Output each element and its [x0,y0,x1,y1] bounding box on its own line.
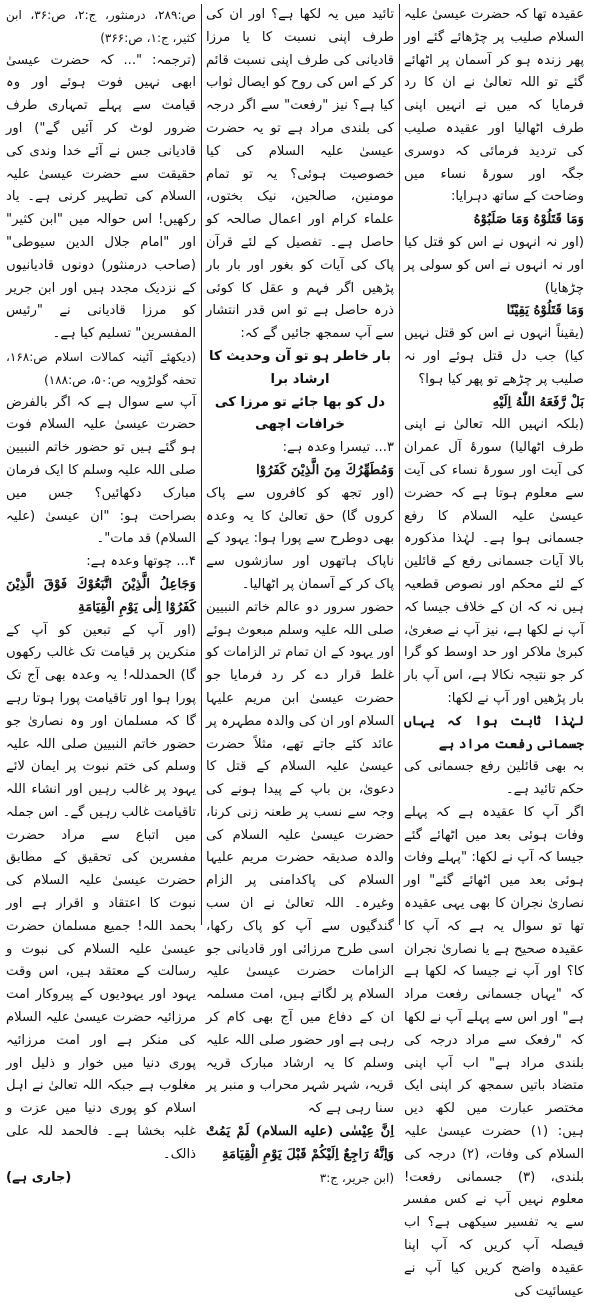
quoted-statement: لہٰذا ثابت ہوا کہ یہاں جسمانی رفعت مراد ہے [404,713,584,752]
quran-quote: وَمُطَهِّرُكَ مِنَ الَّذِيْنَ كَفَرُوْا [256,462,394,478]
column-divider [201,4,202,925]
paragraph: (بلکہ انہیں اللہ تعالیٰ نے اپنی طرف اٹھالیا) سورۂ آل عمران کی آیت اور سورۂ نساء کی آیت سے معلوم ہوتا ہے کہ حضرت عیسیٰ علیہ السلام کا رفع جسمانی ہوا ہے۔ لہٰذا مذکورہ بالا آیات جسمانی رفع کے قائلین کے لئے محکم اور نصوص قطعیہ ہیں نہ کہ ان کے خلاف جیسا کہ آپ نے لکھا ہے، نیز آپ نے صغریٰ، کبریٰ ملاکر اور حد اوسط کو گرا کر جو نتیجہ نکالا ہے، اس آپ بار بار پڑھیں اور آپ نے لکھا: [404,417,584,706]
paragraph: عقیدہ تھا کہ حضرت عیسیٰ علیہ السلام صلیب پر چڑھائے گئے اور پھر زندہ ہو کر آسمان پر اٹھائے گئے تو اللہ تعالیٰ نے ان کا رد فرمایا کہ میں نے انہیں اپنی طرف اٹھالیا اور عقیدہ صلیب کی تردید فرمائی کہ دوسری جگہ اور سورۂ نساء میں وضاحت کے ساتھ دہرایا: [404,7,584,205]
paragraph: (ترجمہ: "... کہ حضرت عیسیٰ ابھی نہیں فوت ہوئے اور وہ قیامت سے پہلے تمہاری طرف ضرور لوٹ کر آئیں گے") اور قادیانی جس نے آئے خدا وندی کی حقیقت سے حضرت عیسیٰ علیہ السلام کی تطہیر کرنی ہے۔ یاد رکھیں! اس حوالہ میں "ابن کثیر" اور "امام جلال الدین سیوطی" (صاحب درمنثور) دونوں قادیانیوں کے نزدیک مجدد ہیں اور ابن جریر کو مرزا قادیانی نے "رئیس المفسرین" تسلیم کیا ہے۔ [6,52,196,342]
reference: (ابن جریر، ج:۳ [319,1170,394,1185]
reference: (دیکھئے آئینہ کمالات اسلام ص:۱۶۸، تحفہ گولڑویہ ص:۵۰، ص:۱۸۸) [6,349,196,387]
paragraph: (اور نہ انہوں نے اس کو قتل کیا اور نہ انہوں نے اس کو سولی پر چڑھایا) [404,234,584,296]
poem-verse: دل کو بھا جائے تو مرزا کی خرافات اچھی [214,394,386,433]
quran-quote: وَمَا قَتَلُوْهُ وَمَا صَلَبُوْهُ [473,212,584,228]
paragraph: تائید میں یہ لکھا ہے؟ اور ان کی طرف اپنی نسبت کا یا مرزا قادیانی کی طرف اپنی نسبت قائم کر کے اس کی روح کو ایصال ثواب کیا ہے؟ نیز "رفعت" سے اگر درجہ کی بلندی مراد ہے تو یہ حضرت عیسیٰ علیہ السلام کی کیا خصوصیت ہوئی؟ یہ تو تمام مومنین، صالحین، نیک بختوں، علماء کرام اور اعمال صالحہ کو حاصل ہے۔ تفصیل کے لئے قرآن پاک کی آیات کو بغور اور بار بار پڑھیں اگر فہم و عقل کا کوئی ذرہ حاصل ہے تو اس قدر انتشار سے آپ سمجھ جائیں گے کہ: [206,7,394,342]
paragraph: حضور سرور دو عالم خاتم النبیین صلی اللہ علیہ وسلم مبعوث ہوئے اور یہود کے ان تمام تر الزامات کو غلط قرار دے کر رد فرمایا جو حضرت عیسیٰ ابن مریم علیہا السلام اور ان کی والدہ مطہرہ پر عائد کئے جاتے تھے، مثلاً حضرت عیسیٰ علیہ السلام کے قتل کا دعویٰ، بن باپ کے پیدا ہونے کی وجہ سے نسب پر طعنہ زنی کرنا، حضرت عیسیٰ علیہ السلام کی والدہ صدیقہ حضرت مریم علیہا السلام کی پاکدامنی پر الزام وغیرہ۔ اللہ تعالیٰ نے ان سب گندگیوں سے آپ کو پاک رکھا، اسی طرح مرزائی اور قادیانی جو الزامات حضرت عیسیٰ علیہ السلام پر لگاتے ہیں، امت مسلمہ ان کے دفاع میں آج بھی کام کر رہی ہے اور حضور صلی اللہ علیہ وسلم کا یہ ارشاد مبارک قریہ قریہ، شہر شہر محراب و منبر پر سنا رہی ہے کہ [206,599,394,1117]
quran-quote: وَجَاعِلُ الَّذِيْنَ اتَّبَعُوْكَ فَوْقَ الَّذِيْنَ كَفَرُوْا اِلٰى يَوْمِ الْقِيَامَةِ [6,576,196,615]
quran-quote: بَلْ رَّفَعَهُ اللّٰهُ اِلَيْهِ [492,394,584,410]
paragraph: (اور تجھ کو کافروں سے پاک کروں گا) حق تعالیٰ کا یہ وعدہ بھی دوطرح سے پورا ہوا: یہود کے ناپاک ہاتھوں اور سازشوں سے پاک کر کے آسمان پر اٹھالیا۔ [206,485,394,592]
paragraph: ۴... چوتھا وعدہ ہے: [86,554,196,570]
paragraph: ۳... تیسرا وعدہ ہے: [282,440,394,456]
column-right [404,4,584,1299]
paragraph: (یقیناً انہوں نے اس کو قتل نہیں کیا) جب دل قتل ہوئے اور نہ صلیب پر چڑھے تو پھر کیا ہوا؟ [404,326,584,387]
continued-note: (جاری ہے) [6,1169,72,1185]
paragraph: آپ سے سوال ہے کہ اگر بالفرض حضرت عیسیٰ علیہ السلام فوت ہو گئے ہیں تو حضور خاتم النبیین صلی اللہ علیہ وسلم کا ایک فرمان مبارک دکھائیں؟ جس میں بصراحت ہو: "ان عیسیٰ (علیہ السلام) قد مات"۔ [6,394,196,547]
paragraph: بہ بھی قائلین رفع جسمانی کی حکم تائید ہے۔ [404,759,584,798]
column-divider [399,4,400,925]
quran-quote: وَمَا قَتَلُوْهُ يَقِيْنًا [506,303,584,319]
paragraph: (اور آپ کے تبعین کو آپ کے منکرین پر قیامت تک غالب رکھوں گا) الحمدللہ! یہ وعدہ بھی آج تک پورا ہوا اور تاقیامت پورا ہوتا رہے گا کہ مسلمان اور وہ نصاریٰ جو حضور خاتم النبیین صلی اللہ علیہ وسلم کی ختم نبوت پر ایمان لائے یہود پر غالب رہیں اور انشاء اللہ تاقیامت غالب رہیں گے۔ اس جملہ میں اتباع سے مراد حضرت مفسرین کی تحقیق کے مطابق حضرت عیسیٰ علیہ السلام کی نبوت کا اعتقاد و اقرار ہے اور بحمد اللہ! جمیع مسلمان حضرت عیسیٰ علیہ السلام کی نبوت و رسالت کے معتقد ہیں، اس وقت یہود اور یہودیوں کے پیروکار امت مرزائیہ حضرت عیسیٰ علیہ السلام کی منکر ہے اور امت مرزائیہ پوری دنیا میں خوار و ذلیل اور مغلوب ہے جبکہ اللہ تعالیٰ نے اہل اسلام کو پوری دنیا میں عزت و غلبہ بخشا ہے۔ فالحمد للہ علی ذالک۔ [6,622,196,1162]
newspaper-page [6,4,584,1299]
reference: ص:۲۸۹، درمنثور، ج:۲، ص:۳۶، ابن کثیر، ج:۱، ص:۳۶۶) [6,8,196,45]
poem-verse: بار خاطر ہو تو آن وحدیث کا ارشاد برا [209,348,391,387]
paragraph: اگر آپ کا عقیدہ ہے کہ پہلے وفات ہوئی بعد میں اٹھائے گئے جیسا کہ آپ نے لکھا: "پہلے وفات ہوئی بعد میں اٹھائے گئے" اور نصاریٰ نجران کا بھی یہی عقیدہ تھا تو سوال یہ ہے کہ آپ کا عقیدہ صحیح ہے یا نصاریٰ نجران کا؟ اور آپ نے جیسا کہ لکھا ہے کہ "یہاں جسمانی رفعت مراد ہے" اور اس سے پہلے آپ نے لکھا کہ "رفعک سے مراد درجہ کی بلندی مراد ہے" اب آپ اپنی متضاد باتیں سمجھ کر اپنی ایک مختصر عبارت میں لکھ دیں ہیں: (۱) حضرت عیسیٰ علیہ السلام کی وفات، (۲) درجہ کی بلندی، (۳) جسمانی رفعت! معلوم نہیں آپ نے کس مفسر سے یہ تفسیر سیکھی ہے؟ اب فیصلہ آپ کریں کہ آپ اپنا عقیدہ واضح کریں کیا آپ نے عیسائیت کی [404,804,584,1299]
column-left [6,4,196,1185]
column-middle [206,4,394,1185]
hadith-quote: اِنَّ عِيْسٰى (عليه السلام) لَمْ يَمُتْ وَاِنَّهُ رَاجِعٌ اِلَيْكُمْ قَبْلَ يَوْمِ الْقِيَامَةِ [206,1124,394,1162]
